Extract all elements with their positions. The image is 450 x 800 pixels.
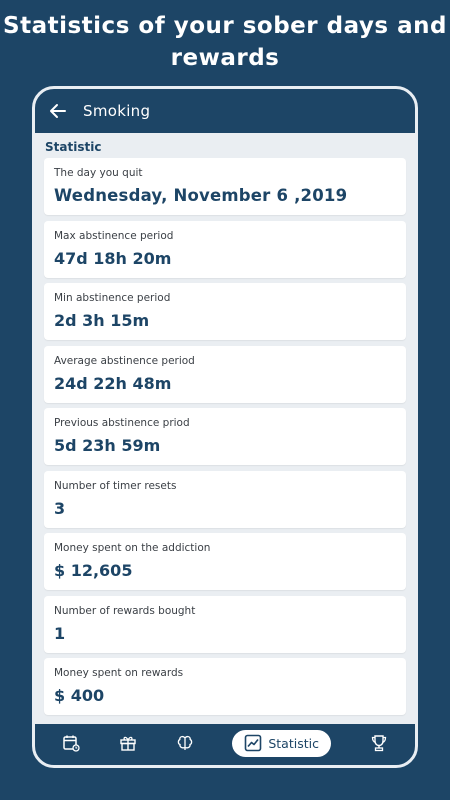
calendar-icon	[62, 734, 80, 752]
section-title: Statistic	[45, 140, 102, 154]
card-value: 2d 3h 15m	[54, 311, 150, 330]
card-value: $ 400	[54, 686, 105, 705]
trophy-icon	[370, 734, 388, 752]
statistics-content[interactable]	[35, 133, 415, 724]
brain-icon	[176, 734, 194, 752]
chart-icon	[244, 734, 262, 752]
stat-card-previous-abstinence	[44, 408, 406, 465]
stat-card-money-spent-rewards	[44, 658, 406, 715]
stat-card-max-abstinence	[44, 221, 406, 278]
bottom-navigation	[35, 721, 415, 765]
stat-card-min-abstinence	[44, 283, 406, 340]
nav-statistic[interactable]	[232, 730, 331, 757]
card-value: 1	[54, 623, 66, 643]
card-value: $ 12,605	[54, 561, 133, 580]
card-label: Money spent on rewards	[54, 667, 184, 679]
card-value: 3	[54, 498, 66, 518]
card-label: Max abstinence period	[54, 229, 174, 242]
card-value: 24d 22h 48m	[54, 373, 172, 393]
card-label: Number of rewards bought	[54, 604, 196, 617]
nav-mind[interactable]	[176, 729, 194, 757]
arrow-left-icon	[48, 101, 68, 121]
stat-card-quit-day	[44, 158, 406, 215]
stat-card-rewards-bought	[44, 596, 406, 653]
card-label: Min abstinence period	[54, 292, 171, 304]
card-value: 5d 23h 59m	[54, 436, 161, 455]
nav-calendar[interactable]	[62, 729, 80, 757]
stat-card-timer-resets	[44, 471, 406, 528]
card-label: Money spent on the addiction	[54, 542, 211, 554]
card-label: The day you quit	[54, 167, 143, 179]
headline: Statistics of your sober days and rewards	[3, 13, 447, 71]
stat-card-average-abstinence	[44, 346, 406, 403]
card-label: Number of timer resets	[54, 479, 177, 492]
card-value: 47d 18h 20m	[54, 248, 172, 268]
nav-rewards[interactable]	[119, 729, 137, 757]
card-label: Previous abstinence priod	[54, 417, 190, 429]
nav-statistic-label: Statistic	[268, 735, 319, 751]
phone-frame	[32, 86, 418, 768]
app-bar-title: Smoking	[83, 102, 151, 120]
nav-achievements[interactable]	[370, 729, 388, 757]
stat-card-money-spent-addiction	[44, 533, 406, 590]
back-button[interactable]	[45, 98, 71, 124]
gift-icon	[119, 734, 137, 752]
app-bar	[35, 89, 415, 133]
card-label: Average abstinence period	[54, 354, 195, 367]
card-value: Wednesday, November 6 ,2019	[54, 186, 348, 205]
